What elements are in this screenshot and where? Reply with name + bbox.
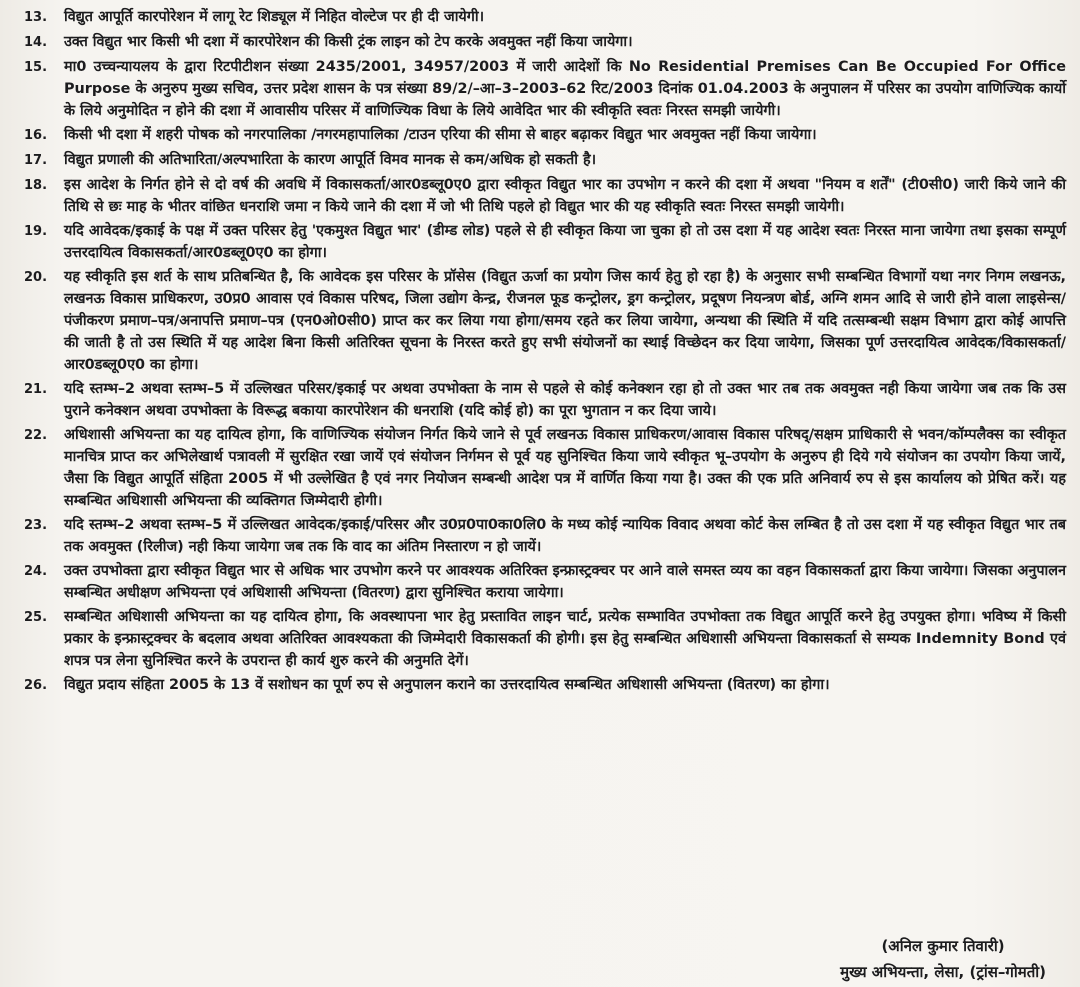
- clause-number: 14.: [24, 35, 48, 50]
- clause-item: [24, 378, 1066, 422]
- clause-item: [24, 674, 1066, 697]
- clause-list: [24, 6, 1066, 697]
- clause-item: [24, 174, 1066, 218]
- clause-number: 23.: [24, 518, 48, 533]
- clause-number: 19.: [24, 224, 48, 239]
- clause-number: 25.: [24, 610, 48, 625]
- clause-text: विद्युत प्रणाली की अतिभारिता/अल्पभारिता के कारण आपूर्ति विमव मानक से कम/अधिक हो सकती है।: [64, 152, 597, 168]
- clause-text: अधिशासी अभियन्ता का यह दायित्व होगा, कि वाणिज्यिक संयोजन निर्गत किये जाने से पूर्व लखनऊ विकास प्राधिकरण/आवास विकास परिषद्/सक्षम प्राधिकारी से भवन/कॉम्पलैक्स का स्वीकृत मानचित्र प्राप्त कर अभिलेखार्थ पत्रावली में सुरक्षित रखा जायें एवं संयोजन निर्गमन से पूर्व यह सुनिश्चित किया जाये स्वीकृत भू–उपयोग के अनुरुप ही दिये गये संयोजन का उपयोग किया जायें, जैसा कि विद्युत आपूर्ति संहिता 2005 में भी उल्लेखित है एवं नगर नियोजन सम्बन्धी आदेश पत्र में वार्णित किया गया है। उक्त की एक प्रति अनिवार्य रुप से इस कार्यालय को प्रेषित करें। यह सम्बन्धित अधिशासी अभियन्ता की व्यक्तिगत जिम्मेदारी होगी।: [64, 427, 1066, 509]
- clause-item: [24, 56, 1066, 122]
- clause-number: 17.: [24, 153, 48, 168]
- clause-item: [24, 124, 1066, 147]
- clause-item: [24, 606, 1066, 672]
- clause-number: 22.: [24, 428, 48, 443]
- clause-text: विद्युत प्रदाय संहिता 2005 के 13 वें सशोधन का पूर्ण रुप से अनुपालन कराने का उत्तरदायित्व सम्बन्धित अधिशासी अभियन्ता (वितरण) का होगा।: [64, 677, 830, 693]
- clause-text: विद्युत आपूर्ति कारपोरेशन में लागू रेट शिड्यूल में निहित वोल्टेज पर ही दी जायेगी।: [64, 9, 485, 25]
- clause-text: किसी भी दशा में शहरी पोषक को नगरपालिका /नगरमहापालिका /टाउन एरिया की सीमा से बाहर बढ़ाकर विद्युत भार अवमुक्त नहीं किया जायेगा।: [64, 127, 817, 143]
- clause-item: [24, 560, 1066, 604]
- clause-text: सम्बन्धित अधिशासी अभियन्ता का यह दायित्व होगा, कि अवस्थापना भार हेतु प्रस्तावित लाइन चार्ट, प्रत्येक सम्भावित उपभोक्ता तक विद्युत आपूर्ति करने हेतु उपयुक्त होगा। भविष्य में किसी प्रकार के इन्फ्रास्ट्रक्चर के बदलाव अथवा अतिरिक्त आवश्यकता की जिम्मेदारी विकासकर्ता की होगी। इस हेतु सम्बन्धित अधिशासी अभियन्ता विकासकर्ता से सम्यक Indemnity Bond एवं शपत्र पत्र लेना सुनिश्चित करने के उपरान्त ही कार्य शुरु करने की अनुमति देगें।: [64, 609, 1066, 669]
- clause-item: [24, 220, 1066, 264]
- signatory-name: (अनिल कुमार तिवारी): [881, 937, 1005, 955]
- clause-number: 13.: [24, 10, 48, 25]
- clause-text: यदि आवेदक/इकाई के पक्ष में उक्त परिसर हेतु 'एकमुश्त विद्युत भार' (डीम्ड लोड) पहले से ही स्वीकृत किया जा चुका हो तो उस दशा में यह आदेश स्वतः निरस्त माना जायेगा तथा इसका सम्पूर्ण उत्तरदायित्व विकासकर्ता/आर0डब्लू0ए0 का होगा।: [64, 223, 1066, 261]
- clause-text: यह स्वीकृति इस शर्त के साथ प्रतिबन्धित है, कि आवेदक इस परिसर के प्रॉसेस (विद्युत ऊर्जा का प्रयोग जिस कार्य हेतु हो रहा है) के अनुसार सभी सम्बन्धित विभागों यथा नगर निगम लखनऊ, लखनऊ विकास प्राधिकरण, उ0प्र0 आवास एवं विकास परिषद, जिला उद्योग केन्द्र, रीजनल फूड कन्ट्रोलर, ड्रग कन्ट्रोलर, प्रदूषण नियन्त्रण बोर्ड, अग्नि शमन आदि से जारी होने वाला लाइसेन्स/पंजीकरण प्रमाण–पत्र/अनापत्ति प्रमाण–पत्र (एन0ओ0सी0) प्राप्त कर कर लिया गया होगा/समय रहते कर लिया जायेगा, अन्यथा की स्थिति में यदि तत्सम्बन्धी सक्षम विभाग द्वारा कोई आपत्ति की जाती है तो उस स्थिति में यह आदेश बिना किसी अतिरिक्त सूचना के निरस्त करते हुए सभी संयोजनों का स्थाई विच्छेदन कर दिया जायेगा, जिसका पूर्ण उत्तरदायित्व आवेदक/विकासकर्ता/आर0डब्लू0ए0 का होगा।: [64, 269, 1066, 373]
- clause-number: 16.: [24, 128, 48, 143]
- signature-block: [840, 933, 1046, 985]
- clause-number: 24.: [24, 564, 48, 579]
- clause-number: 26.: [24, 678, 48, 693]
- clause-item: [24, 149, 1066, 172]
- clause-text: उक्त विद्युत भार किसी भी दशा में कारपोरेशन की किसी ट्रंक लाइन को टेप करके अवमुक्त नहीं किया जायेगा।: [64, 34, 633, 50]
- clause-item: [24, 6, 1066, 29]
- clause-number: 18.: [24, 178, 48, 193]
- clause-item: [24, 266, 1066, 376]
- clause-text: यदि स्तम्भ–2 अथवा स्तम्भ–5 में उल्लिखत आवेदक/इकाई/परिसर और उ0प्र0पा0का0लि0 के मध्य कोई न्यायिक विवाद अथवा कोर्ट केस लम्बित है तो उस दशा में यह स्वीकृत विद्युत भार तब तक अवमुक्त (रिलीज) नही किया जायेगा जब तक कि वाद का अंतिम निस्तारण न हो जायें।: [64, 517, 1066, 555]
- clause-text: मा0 उच्चन्यायलय के द्वारा रिटपीटीशन संख्या 2435/2001, 34957/2003 में जारी आदेशों कि No Residential Premises Can Be Occupied For Office Purpose के अनुरुप मुख्य सचिव, उत्तर प्रदेश शासन के पत्र संख्या 89/2/–आ–3–2003–62 रिट/2003 दिनांक 01.04.2003 के अनुपालन में परिसर का उपयोग वाणिज्यिक कार्यो के लिये अनुमोदित न होने की दशा में आवासीय परिसर में वाणिज्यिक विधा के लिये आवेदित भार की स्वीकृति स्वतः निरस्त समझी जायेगी।: [64, 59, 1066, 119]
- clause-item: [24, 31, 1066, 54]
- clause-number: 20.: [24, 270, 48, 285]
- signatory-designation: मुख्य अभियन्ता, लेसा, (ट्रांस–गोमती): [840, 963, 1046, 981]
- clause-item: [24, 424, 1066, 512]
- clause-text: यदि स्तम्भ–2 अथवा स्तम्भ–5 में उल्लिखत परिसर/इकाई पर अथवा उपभोक्ता के नाम से पहले से कोई कनेक्शन रहा हो तो उक्त भार तब तक अवमुक्त नही किया जायेगा जब तक कि उस पुराने कनेक्शन अथवा उपभोक्ता के विरूद्ध बकाया कारपोरेशन की धनराशि (यदि कोई हो) का पूरा भुगतान न कर दिया जाये।: [64, 381, 1066, 419]
- clause-text: इस आदेश के निर्गत होने से दो वर्ष की अवधि में विकासकर्ता/आर0डब्लू0ए0 द्वारा स्वीकृत विद्युत भार का उपभोग न करने की दशा में अथवा "नियम व शर्तें" (टी0सी0) जारी किये जाने की तिथि से छः माह के भीतर वांछित धनराशि जमा न किये जाने की दशा में जो भी तिथि पहले हो विद्युत भार की यह स्वीकृति स्वतः निरस्त समझी जायेगी।: [64, 177, 1066, 215]
- clause-number: 21.: [24, 382, 48, 397]
- clause-number: 15.: [24, 60, 48, 75]
- clause-item: [24, 514, 1066, 558]
- clause-text: उक्त उपभोक्ता द्वारा स्वीकृत विद्युत भार से अधिक भार उपभोग करने पर आवश्यक अतिरिक्त इन्फ्रास्ट्रक्चर पर आने वाले समस्त व्यय का वहन विकासकर्ता द्वारा किया जायेगा। जिसका अनुपालन सम्बन्धित अधीक्षण अभियन्ता एवं अधिशासी अभियन्ता (वितरण) द्वारा सुनिश्चित कराया जायेगा।: [64, 563, 1066, 601]
